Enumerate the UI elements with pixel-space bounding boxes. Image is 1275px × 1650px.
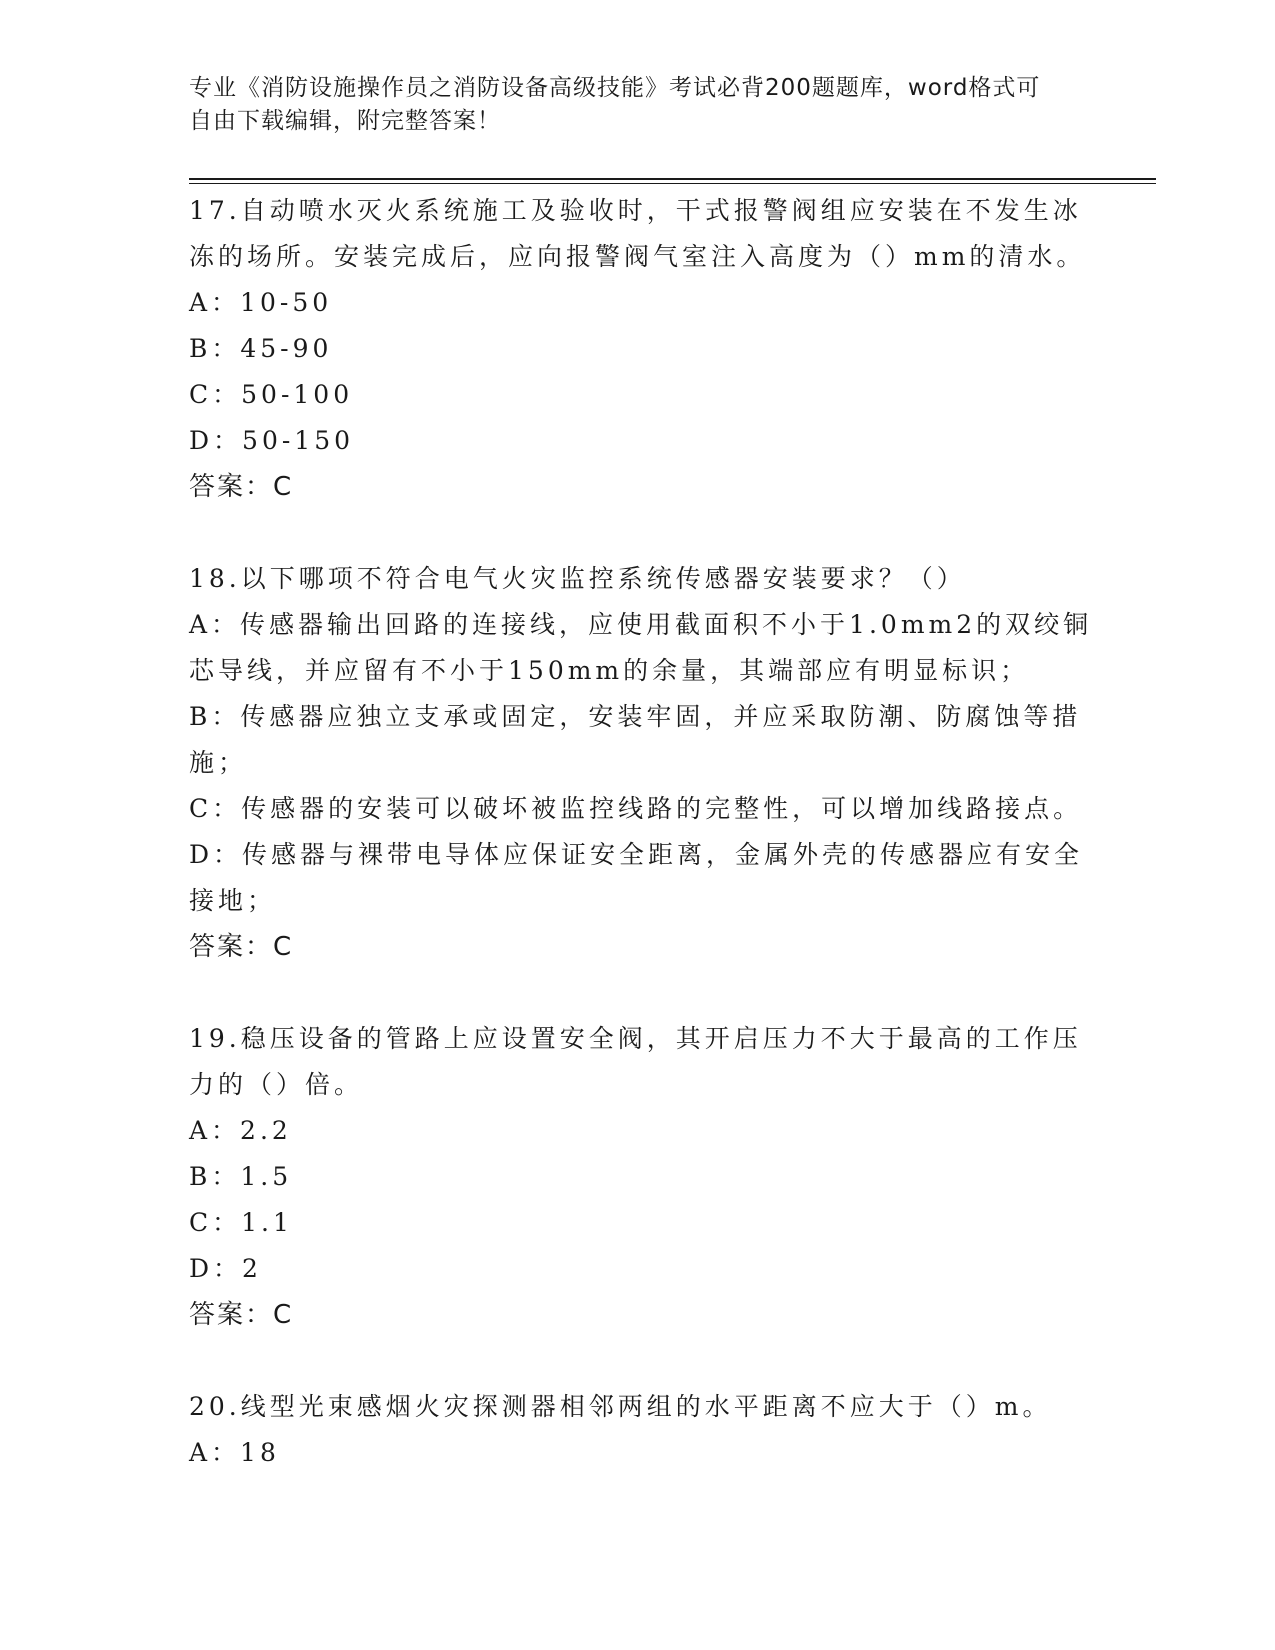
option-line: 施； xyxy=(189,748,248,777)
question-stem-line: 力的（）倍。 xyxy=(189,1070,364,1099)
option-line: A：传感器输出回路的连接线，应使用截面积不小于1.0mm2的双绞铜 xyxy=(189,610,1093,639)
header-divider-thin xyxy=(189,183,1156,184)
option-line: A：18 xyxy=(189,1438,280,1467)
option-line: C：50-100 xyxy=(189,380,354,409)
question-block xyxy=(189,188,1089,510)
question-list xyxy=(189,188,1093,1476)
question-stem-line: 17.自动喷水灭火系统施工及验收时，干式报警阀组应安装在不发生冰 xyxy=(189,196,1082,225)
option-line: D：2 xyxy=(189,1254,262,1283)
option-line: A：2.2 xyxy=(189,1116,292,1145)
header-line-1: 专业《消防设施操作员之消防设备高级技能》考试必背200题题库，word格式可 xyxy=(189,75,1041,101)
answer-line: 答案：C xyxy=(189,472,294,502)
question-block xyxy=(189,1016,1089,1338)
question-block xyxy=(189,1384,1089,1476)
question-stem-line: 19.稳压设备的管路上应设置安全阀，其开启压力不大于最高的工作压 xyxy=(189,1024,1082,1053)
header-divider-thick xyxy=(189,178,1156,180)
option-line: B：1.5 xyxy=(189,1162,293,1191)
option-line: A：10-50 xyxy=(189,288,333,317)
answer-line: 答案：C xyxy=(189,932,294,962)
question-stem-line: 冻的场所。安装完成后，应向报警阀气室注入高度为（）mm的清水。 xyxy=(189,242,1086,271)
option-line: C：传感器的安装可以破坏被监控线路的完整性，可以增加线路接点。 xyxy=(189,794,1083,823)
option-line: 芯导线，并应留有不小于150mm的余量，其端部应有明显标识； xyxy=(189,656,1030,685)
option-line: D：50-150 xyxy=(189,426,355,455)
answer-line: 答案：C xyxy=(189,1300,294,1330)
option-line: B：传感器应独立支承或固定，安装牢固，并应采取防潮、防腐蚀等措 xyxy=(189,702,1082,731)
option-line: B：45-90 xyxy=(189,334,333,363)
document-header xyxy=(189,72,1069,138)
question-stem-line: 18.以下哪项不符合电气火灾监控系统传感器安装要求？（） xyxy=(189,564,966,593)
question-block xyxy=(189,556,1093,970)
option-line: 接地； xyxy=(189,886,277,915)
option-line: C：1.1 xyxy=(189,1208,293,1237)
question-stem-line: 20.线型光束感烟火灾探测器相邻两组的水平距离不应大于（）m。 xyxy=(189,1392,1052,1421)
option-line: D：传感器与裸带电导体应保证安全距离，金属外壳的传感器应有安全 xyxy=(189,840,1084,869)
header-line-2: 自由下载编辑，附完整答案！ xyxy=(189,108,501,134)
